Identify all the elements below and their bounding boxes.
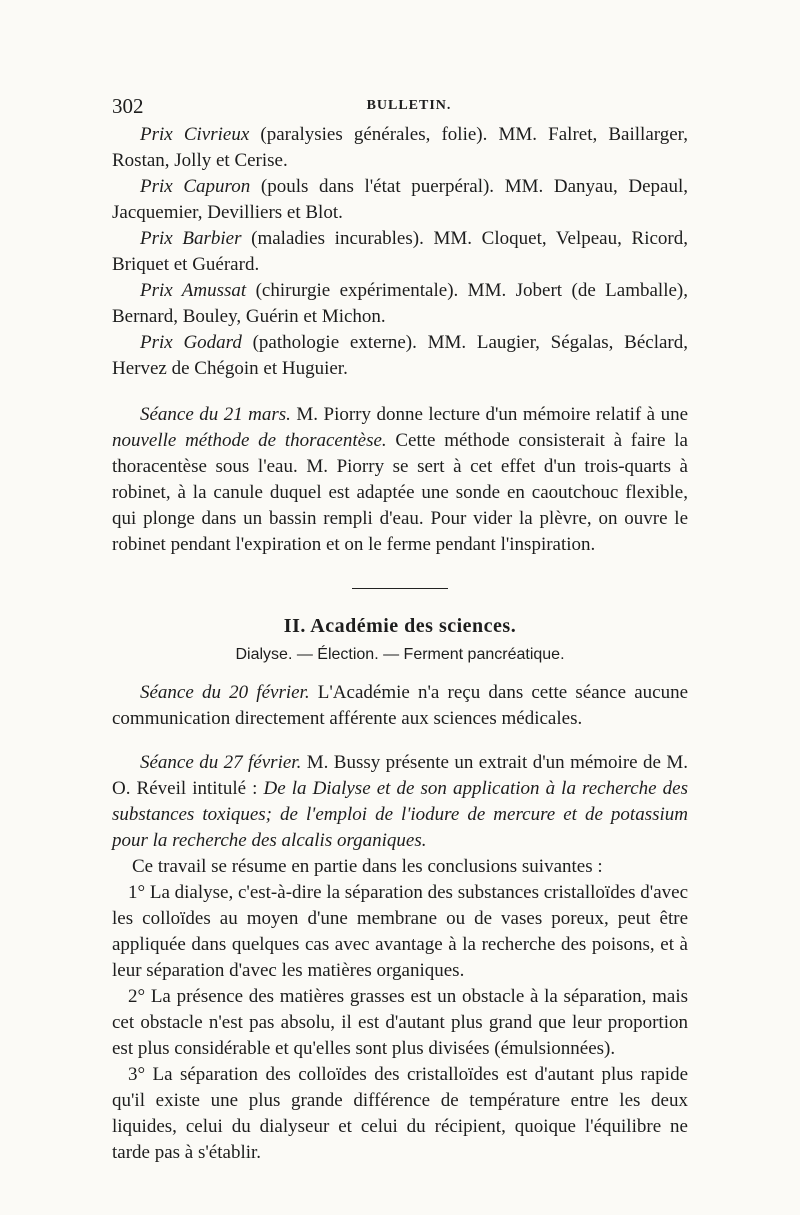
memoir-title: nouvelle méthode de thoracentèse.: [112, 430, 387, 451]
page: [112, 94, 688, 1166]
conclusion-item: 2° La présence des matières grasses est un obstacle à la séparation, mais cet obstacle n'est pas absolu, il est d'autant plus grand que leur proportion est plus considérable et qu'elles sont plus divisées (émulsionnées).: [112, 986, 688, 1059]
memoir-title: De la Dialyse et de son application à la recherche des substances toxiques; de l'emploi de l'iodure de mercure et de potassium pour la recherche des alcalis organiques.: [112, 778, 688, 851]
page-header: [112, 94, 688, 122]
seance-27-fevrier-paragraph: [112, 750, 688, 854]
seance-date: Séance du 27 février.: [140, 752, 302, 773]
running-head: BULLETIN.: [366, 98, 452, 113]
page-number: 302: [112, 94, 144, 118]
seance-lead: M. Piorry donne lecture d'un mémoire relatif à une: [290, 404, 688, 425]
seance-date: Séance du 20 février.: [140, 682, 310, 703]
conclusion-item: 1° La dialyse, c'est-à-dire la séparation des substances cristalloïdes d'avec les colloïdes au moyen d'une membrane ou de vases poreux, peut être appliquée dans quelques cas avec avantage à la recherche des poisons, et à leur séparation d'avec les matières organiques.: [112, 882, 688, 981]
prize-text: (pouls dans l'état puerpéral). MM. Danyau, Depaul, Jacquemier, Devilliers et Blot.: [112, 176, 688, 223]
conclusion-item: 3° La séparation des colloïdes des cristalloïdes est d'autant plus rapide qu'il existe une plus grande différence de température entre les deux liquides, celui du dialyseur et celui du récipient, quoique l'équilibre ne tarde pas à s'établir.: [112, 1064, 688, 1163]
prize-entry: [112, 278, 688, 330]
seance-date: Séance du 21 mars.: [140, 404, 291, 425]
section-divider: [352, 588, 448, 589]
conclusions-intro: Ce travail se résume en partie dans les conclusions suivantes :: [132, 856, 603, 877]
prize-text: (chirurgie expérimentale). MM. Jobert (de Lamballe), Bernard, Bouley, Guérin et Michon.: [112, 280, 688, 327]
seance-21-mars-paragraph: [112, 402, 688, 558]
seance-20-fevrier-paragraph: [112, 680, 688, 732]
section-title: II. Académie des sciences.: [283, 615, 517, 637]
prize-name: Prix Capuron: [140, 176, 251, 197]
prize-text: (maladies incurables). MM. Cloquet, Velpeau, Ricord, Briquet et Guérard.: [112, 228, 688, 275]
seance-body: L'Académie n'a reçu dans cette séance aucune communication directement afférente aux sciences médicales.: [112, 682, 689, 729]
prize-text: (paralysies générales, folie). MM. Falret, Baillarger, Rostan, Jolly et Cerise.: [112, 124, 688, 171]
prize-text: (pathologie externe). MM. Laugier, Ségalas, Béclard, Hervez de Chégoin et Huguier.: [112, 332, 688, 379]
section-subtitle: Dialyse. — Élection. — Ferment pancréatique.: [235, 646, 565, 663]
seance-body: Cette méthode consisterait à faire la thoracentèse sous l'eau. M. Piorry se sert à cet effet d'un trois-quarts à robinet, à la canule duquel est adaptée une sonde en caoutchouc flexible, qui plonge dans un bassin rempli d'eau. Pour vider la plèvre, on ouvre le robinet pendant l'expiration et on le ferme pendant l'inspiration.: [112, 430, 688, 555]
prize-name: Prix Civrieux: [140, 124, 250, 145]
prize-name: Prix Godard: [140, 332, 242, 353]
prize-list: [112, 122, 688, 382]
seance-lead: M. Bussy présente un extrait d'un mémoire de M. O. Réveil intitulé :: [112, 752, 688, 799]
prize-entry: [112, 174, 688, 226]
prize-name: Prix Barbier: [140, 228, 242, 249]
prize-name: Prix Amussat: [140, 280, 247, 301]
prize-entry: [112, 330, 688, 382]
prize-entry: [112, 122, 688, 174]
prize-entry: [112, 226, 688, 278]
